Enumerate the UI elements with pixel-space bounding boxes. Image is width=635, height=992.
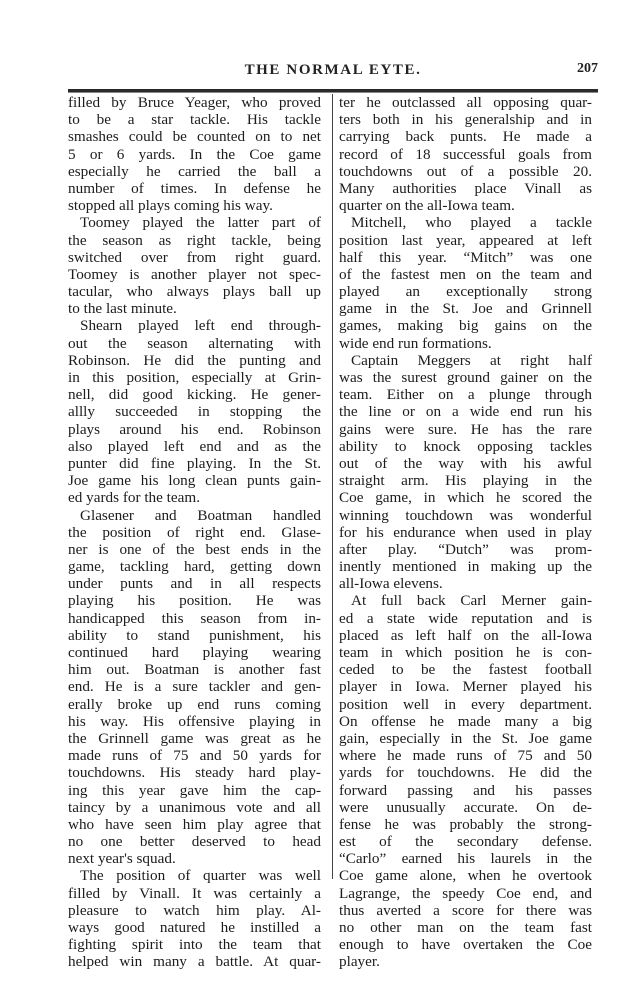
column-divider [332, 94, 333, 879]
text-line: to the last minute. [68, 300, 177, 318]
text-line: filled by Bruce Yeager, who proved [68, 94, 321, 111]
text-line: also played left end and as the [68, 437, 321, 455]
text-line: taincy by a unanimous vote and all [68, 798, 321, 816]
text-line: Mitchell, who played a tackle [351, 214, 592, 232]
text-line: handicapped this season from in- [68, 609, 321, 627]
text-line: ceded to be the fastest football [339, 661, 592, 679]
text-line: team. Either on a plunge through [339, 386, 592, 404]
text-line: ed yards for the team. [68, 489, 200, 507]
text-line: number of times. In defense he [68, 179, 321, 197]
text-line: ed a state wide reputation and is [339, 609, 592, 627]
text-line: touchdowns. His steady hard play- [68, 764, 321, 782]
text-line: position well in every department. [339, 695, 592, 713]
text-line: Shearn played left end through- [80, 317, 321, 335]
text-line: fense he was probably the strong- [339, 815, 592, 833]
text-line: allly succeeded in stopping the [68, 403, 321, 421]
text-line: games, making big gains on the [339, 317, 592, 335]
text-line: was the surest ground gainer on the [339, 369, 592, 386]
text-line: especially he carried the ball a [68, 162, 321, 180]
text-line: Toomey is another player not spec- [68, 265, 321, 283]
text-line: out of the way with his awful [339, 454, 592, 472]
text-line: ability to knock opposing tackles [339, 437, 592, 455]
text-line: the season as right tackle, being [68, 231, 321, 249]
text-line: Many authorities place Vinall as [339, 179, 592, 197]
text-line: the position of right end. Glase- [68, 523, 321, 541]
text-line: the line or on a wide end run his [339, 403, 592, 421]
text-line: after play. “Dutch” was prom- [339, 540, 592, 558]
text-line: straight arm. His playing in the [339, 472, 592, 490]
text-line: who have seen him play agree that [68, 815, 321, 833]
text-line: yards for touchdowns. He did the [339, 764, 592, 782]
text-line: thus averted a score for there was [339, 901, 592, 919]
text-line: ability to stand punishment, his [68, 626, 321, 644]
text-line: gains were sure. He has the rare [339, 420, 592, 438]
text-line: forward passing and his passes [339, 781, 592, 799]
text-line: were unusually accurate. On de- [339, 798, 592, 816]
text-line: enough to have overtaken the Coe [339, 936, 592, 954]
text-line: game in the St. Joe and Grinnell [339, 300, 592, 318]
text-line: in this position, especially at Grin- [68, 369, 321, 386]
text-line: end. He is a sure tackler and gen- [68, 678, 321, 696]
text-line: Captain Meggers at right half [351, 351, 592, 369]
text-line: stopped all plays coming his way. [68, 197, 273, 215]
running-title: THE NORMAL EYTE. [244, 62, 422, 78]
text-line: At full back Carl Merner gain- [351, 592, 592, 610]
text-line: player in Iowa. Merner played his [339, 678, 592, 696]
text-line: to be a star tackle. His tackle [68, 111, 321, 129]
text-line: his way. His offensive playing in [68, 712, 321, 730]
left-column [68, 94, 321, 971]
text-line: “Carlo” earned his laurels in the [339, 850, 592, 868]
text-line: position last year, appeared at left [339, 231, 592, 249]
text-line: ing this year gave him the cap- [68, 781, 321, 799]
text-line: fighting spirit into the team that [68, 936, 321, 954]
text-line: helped win many a battle. At quar- [68, 953, 321, 971]
text-line: punter did fine playing. In the St. [68, 454, 321, 472]
text-line: next year's squad. [68, 850, 176, 868]
right-column [339, 94, 592, 971]
text-line: wide end run formations. [339, 334, 492, 352]
header-rule [68, 89, 598, 93]
text-line: where he made runs of 75 and 50 [339, 747, 592, 765]
text-line: erally broke up end runs coming [68, 695, 321, 713]
text-line: him out. Boatman is another fast [68, 661, 321, 679]
text-line: winning touchdown was wonderful [339, 506, 592, 524]
text-line: Glasener and Boatman handled [80, 506, 321, 524]
text-line: gain, especially in the St. Joe game [339, 729, 592, 747]
text-line: carrying back punts. He made a [339, 128, 592, 146]
text-line: ways good natured he instilled a [68, 919, 321, 936]
text-line: half this year. “Mitch” was one [339, 248, 592, 266]
text-line: filled by Vinall. It was certainly a [68, 884, 321, 902]
text-line: Coe game alone, when he overtook [339, 867, 592, 885]
text-line: pleasure to watch him play. Al- [68, 901, 321, 919]
text-line: all-Iowa elevens. [339, 575, 443, 593]
text-line: the Grinnell game was great as he [68, 729, 321, 747]
text-line: Toomey played the latter part of [80, 214, 321, 232]
text-line: The position of quarter was well [80, 867, 321, 885]
text-line: record of 18 successful goals from [339, 145, 592, 163]
text-line: made runs of 75 and 50 yards for [68, 747, 321, 765]
text-line: under punts and in all respects [68, 575, 321, 593]
text-line: On offense he made many a big [339, 712, 592, 730]
text-line: 5 or 6 yards. In the Coe game [68, 145, 321, 163]
text-line: Lagrange, the speedy Coe end, and [339, 884, 592, 902]
text-line: no one better deserved to head [68, 833, 321, 851]
text-line: player. [339, 953, 380, 971]
text-line: Coe game, in which he scored the [339, 489, 592, 507]
text-line: played an exceptionally strong [339, 283, 592, 301]
text-line: continued hard playing wearing [68, 644, 321, 661]
text-line: touchdowns out of a possible 20. [339, 162, 592, 180]
text-line: of the fastest men on the team and [339, 265, 592, 283]
text-line: tacular, who always plays ball up [68, 283, 321, 301]
text-line: nell, did good kicking. He gener- [68, 386, 321, 404]
text-line: out the season alternating with [68, 334, 321, 352]
text-line: ters both in his generalship and in [339, 111, 592, 129]
text-line: playing his position. He was [68, 592, 321, 610]
text-line: placed as left half on the all-Iowa [339, 626, 592, 644]
text-line: Joe game his long clean punts gain- [68, 472, 321, 490]
text-line: team in which position he is con- [339, 644, 592, 661]
text-line: ter he outclassed all opposing quar- [339, 94, 592, 111]
text-line: est of the secondary defense. [339, 833, 592, 851]
page-number: 207 [577, 61, 598, 76]
text-line: no other man on the team fast [339, 919, 592, 936]
text-line: ner is one of the best ends in the [68, 540, 321, 558]
page-header [66, 58, 600, 82]
text-line: plays around his end. Robinson [68, 420, 321, 438]
text-line: quarter on the all-Iowa team. [339, 197, 515, 215]
text-line: Robinson. He did the punting and [68, 351, 321, 369]
text-line: switched over from right guard. [68, 248, 321, 266]
text-line: for his endurance when used in play [339, 523, 592, 541]
text-line: game, tackling hard, getting down [68, 558, 321, 576]
text-line: inently mentioned in making up the [339, 558, 592, 576]
text-line: smashes could be counted on to net [68, 128, 321, 146]
